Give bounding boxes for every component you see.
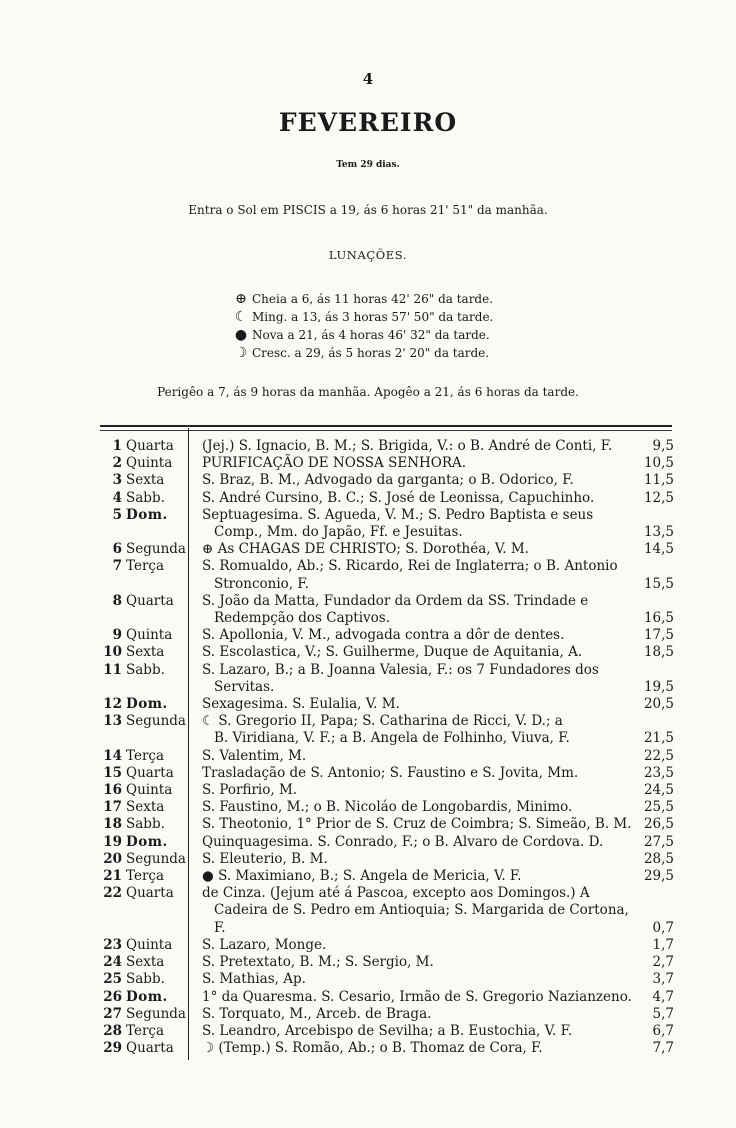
day-number: 3 — [112, 472, 122, 489]
saints-text — [192, 1023, 638, 1040]
saints-line: de Cinza. (Jejum até á Pascoa, excepto aos Domingos.) A — [202, 885, 590, 902]
day-number: 29 — [103, 1040, 122, 1057]
table-row — [100, 989, 680, 1006]
day-number: 2 — [112, 455, 122, 472]
weekday: Quarta — [126, 1040, 174, 1057]
saints-text — [192, 490, 638, 507]
day-number: 12 — [103, 696, 122, 713]
day-number: 19 — [103, 833, 122, 850]
saints-line: S. Theotonio, 1° Prior de S. Cruz de Coimbra; S. Simeão, B. M. — [202, 816, 632, 833]
moon-age: 22,5 — [643, 747, 674, 764]
phase-text: Ming. a 13, ás 3 horas 57' 50" da tarde. — [252, 310, 494, 324]
saints-line: ⊕ As CHAGAS DE CHRISTO; S. Dorothéa, V. M. — [202, 541, 529, 558]
table-row — [100, 593, 680, 627]
moon-age: 1,7 — [652, 936, 674, 953]
saints-text — [192, 816, 638, 833]
table-row — [100, 438, 680, 455]
saints-text — [192, 662, 638, 696]
saints-line: Trasladação de S. Antonio; S. Faustino e S. Jovita, Mm. — [202, 764, 579, 781]
saints-line: S. Torquato, M., Arceb. de Braga. — [202, 1005, 432, 1022]
moon-age: 10,5 — [643, 455, 674, 472]
saints-line: Sexagesima. S. Eulalia, V. M. — [202, 696, 400, 713]
saints-line: S. André Cursino, B. C.; S. José de Leonissa, Capuchinho. — [202, 489, 595, 506]
moon-age: 0,7 — [652, 919, 674, 936]
saints-text — [192, 593, 638, 627]
moon-age: 3,7 — [652, 971, 674, 988]
saints-line: S. Mathias, Ap. — [202, 971, 306, 988]
saints-text — [192, 713, 638, 747]
moon-age: 14,5 — [643, 541, 674, 558]
phase-waning — [230, 308, 590, 326]
phase-full — [230, 290, 590, 308]
saints-text — [192, 696, 638, 713]
weekday: Terça — [126, 1022, 165, 1039]
perigee-apogee: Perigêo a 7, ás 9 horas da manhãa. Apogêo a 21, ás 6 horas da tarde. — [157, 385, 579, 399]
day-number: 5 — [112, 506, 122, 523]
moon-age: 9,5 — [652, 438, 674, 454]
moon-age: 26,5 — [643, 816, 674, 833]
moon-age: 4,7 — [652, 988, 674, 1005]
table-row — [100, 644, 680, 661]
saints-text — [192, 937, 638, 954]
full-moon-icon: ⊕ — [235, 291, 247, 307]
weekday: Sabb. — [126, 489, 165, 506]
moon-age: 18,5 — [643, 644, 674, 661]
moon-age: 12,5 — [643, 489, 674, 506]
saints-text — [192, 765, 638, 782]
saints-continuation: Stronconio, F. — [214, 575, 309, 592]
day-number: 9 — [112, 627, 122, 644]
moon-age: 7,7 — [652, 1040, 674, 1057]
moon-age: 16,5 — [643, 610, 674, 627]
day-number: 16 — [103, 782, 122, 799]
weekday: Dom. — [126, 833, 168, 850]
divider — [100, 425, 672, 427]
table-row — [100, 713, 680, 747]
day-number: 7 — [112, 558, 122, 575]
day-number: 13 — [103, 713, 122, 730]
saints-line: S. Valentim, M. — [202, 747, 307, 764]
table-row — [100, 1023, 680, 1040]
table-row — [100, 765, 680, 782]
table-row — [100, 748, 680, 765]
weekday: Segunda — [126, 1005, 186, 1022]
weekday: Sexta — [126, 799, 165, 816]
day-number: 23 — [103, 936, 122, 953]
weekday: Quarta — [126, 885, 174, 902]
moon-age: 23,5 — [643, 764, 674, 781]
weekday: Sexta — [126, 954, 165, 971]
divider — [100, 430, 672, 431]
moon-age: 6,7 — [652, 1022, 674, 1039]
table-row — [100, 954, 680, 971]
waning-moon-icon: ☾ — [234, 309, 248, 325]
table-row — [100, 662, 680, 696]
saints-text — [192, 851, 638, 868]
saints-line: S. Apollonia, V. M., advogada contra a dôr de dentes. — [202, 627, 565, 644]
saints-text — [192, 455, 638, 472]
saints-text — [192, 748, 638, 765]
saints-continuation: B. Viridiana, V. F.; a B. Angela de Folhinho, Viuva, F. — [214, 730, 570, 747]
saints-text — [192, 541, 638, 558]
day-number: 24 — [103, 954, 122, 971]
table-row — [100, 627, 680, 644]
phase-waxing — [230, 344, 590, 362]
table-row — [100, 799, 680, 816]
saints-line: S. Faustino, M.; o B. Nicoláo de Longobardis, Minimo. — [202, 799, 573, 816]
saints-text — [192, 438, 638, 455]
weekday: Dom. — [126, 988, 168, 1005]
table-row — [100, 937, 680, 954]
sun-entry: Entra o Sol em PISCIS a 19, ás 6 horas 21' 51" da manhãa. — [188, 203, 548, 217]
day-number: 8 — [112, 592, 122, 609]
saints-line: S. Porfirio, M. — [202, 782, 298, 799]
table-row — [100, 472, 680, 489]
moon-age: 24,5 — [643, 782, 674, 799]
saints-continuation: Redempção dos Captivos. — [214, 610, 390, 627]
moon-age: 29,5 — [643, 868, 674, 885]
weekday: Sabb. — [126, 816, 165, 833]
moon-phases — [230, 290, 590, 362]
phase-text: Nova a 21, ás 4 horas 46' 32" da tarde. — [252, 328, 490, 342]
table-row — [100, 834, 680, 851]
table-row — [100, 782, 680, 799]
saints-text — [192, 627, 638, 644]
saints-text — [192, 558, 638, 592]
weekday: Segunda — [126, 713, 186, 730]
page-number: 4 — [362, 70, 374, 88]
day-number: 18 — [103, 816, 122, 833]
weekday: Quinta — [126, 782, 173, 799]
weekday: Quarta — [126, 438, 174, 454]
saints-continuation: Cadeira de S. Pedro em Antioquia; S. Margarida de Cortona, F. — [214, 902, 629, 936]
moon-age: 19,5 — [643, 678, 674, 695]
day-number: 27 — [103, 1005, 122, 1022]
moon-age: 20,5 — [643, 696, 674, 713]
weekday: Terça — [126, 868, 165, 885]
saints-line: (Jej.) S. Ignacio, B. M.; S. Brigida, V.: o B. André de Conti, F. — [202, 438, 613, 454]
day-number: 1 — [112, 438, 122, 454]
saints-continuation: Comp., Mm. do Japão, Ff. e Jesuitas. — [214, 524, 463, 541]
saints-line: S. Eleuterio, B. M. — [202, 850, 328, 867]
day-number: 4 — [112, 489, 122, 506]
moon-age: 25,5 — [643, 799, 674, 816]
phase-text: Cresc. a 29, ás 5 horas 2' 20" da tarde. — [252, 346, 490, 360]
lunations-title: LUNAÇÕES. — [328, 248, 408, 262]
table-row — [100, 455, 680, 472]
saints-text — [192, 971, 638, 988]
weekday: Quarta — [126, 764, 174, 781]
table-row — [100, 868, 680, 885]
table-row — [100, 490, 680, 507]
table-row — [100, 885, 680, 937]
weekday: Sabb. — [126, 971, 165, 988]
saints-text — [192, 472, 638, 489]
saints-line: ☾ S. Gregorio II, Papa; S. Catharina de Ricci, V. D.; a — [202, 713, 563, 730]
moon-age: 11,5 — [643, 472, 674, 489]
weekday: Dom. — [126, 506, 168, 523]
day-number: 25 — [103, 971, 122, 988]
saints-line: 1° da Quaresma. S. Cesario, Irmão de S. Gregorio Nazianzeno. — [202, 988, 632, 1005]
weekday: Dom. — [126, 696, 168, 713]
saints-line: S. João da Matta, Fundador da Ordem da SS. Trindade e — [202, 592, 589, 609]
saints-text — [192, 644, 638, 661]
saints-line: S. Pretextato, B. M.; S. Sergio, M. — [202, 954, 434, 971]
table-row — [100, 558, 680, 592]
day-number: 15 — [103, 764, 122, 781]
moon-age: 21,5 — [643, 730, 674, 747]
saints-text — [192, 954, 638, 971]
table-row — [100, 541, 680, 558]
weekday: Terça — [126, 558, 165, 575]
day-number: 14 — [103, 747, 122, 764]
saints-line: Quinquagesima. S. Conrado, F.; o B. Alvaro de Cordova. D. — [202, 833, 604, 850]
day-number: 10 — [103, 644, 122, 661]
weekday: Sexta — [126, 472, 165, 489]
saints-line: PURIFICAÇÃO DE NOSSA SENHORA. — [202, 455, 467, 472]
saints-line: S. Romualdo, Ab.; S. Ricardo, Rei de Inglaterra; o B. Antonio — [202, 558, 618, 575]
table-row — [100, 816, 680, 833]
day-number: 6 — [112, 541, 122, 558]
moon-age: 27,5 — [643, 833, 674, 850]
day-number: 26 — [103, 988, 122, 1005]
days-note: Tem 29 dias. — [336, 160, 400, 170]
day-number: 21 — [103, 868, 122, 885]
month-title: FEVEREIRO — [278, 108, 458, 137]
saints-text — [192, 799, 638, 816]
table-row — [100, 507, 680, 541]
saints-text — [192, 1040, 638, 1057]
saints-text — [192, 868, 638, 885]
saints-text — [192, 1006, 638, 1023]
saints-line: Septuagesima. S. Agueda, V. M.; S. Pedro Baptista e seus — [202, 506, 594, 523]
table-row — [100, 1040, 680, 1057]
table-row — [100, 971, 680, 988]
weekday: Quinta — [126, 455, 173, 472]
saints-line: S. Lazaro, B.; a B. Joanna Valesia, F.: os 7 Fundadores dos — [202, 661, 599, 678]
weekday: Quinta — [126, 936, 173, 953]
weekday: Segunda — [126, 850, 186, 867]
moon-age: 2,7 — [652, 954, 674, 971]
moon-age: 28,5 — [643, 850, 674, 867]
moon-age: 13,5 — [643, 524, 674, 541]
phase-text: Cheia a 6, ás 11 horas 42' 26" da tarde. — [252, 292, 494, 306]
day-number: 17 — [103, 799, 122, 816]
new-moon-icon: ● — [234, 327, 248, 343]
waxing-moon-icon: ☽ — [234, 345, 248, 361]
table-row — [100, 1006, 680, 1023]
moon-age: 17,5 — [643, 627, 674, 644]
weekday: Sexta — [126, 644, 165, 661]
saints-line: S. Leandro, Arcebispo de Sevilha; a B. Eustochia, V. F. — [202, 1022, 573, 1039]
saints-line: S. Braz, B. M., Advogado da garganta; o B. Odorico, F. — [202, 472, 574, 489]
day-number: 20 — [103, 850, 122, 867]
phase-new — [230, 326, 590, 344]
saints-line: ● S. Maximiano, B.; S. Angela de Mericia, V. F. — [202, 868, 522, 885]
saints-text — [192, 782, 638, 799]
saints-text — [192, 507, 638, 541]
table-row — [100, 696, 680, 713]
weekday: Sabb. — [126, 661, 165, 678]
day-number: 22 — [103, 885, 122, 902]
saints-text — [192, 989, 638, 1006]
saints-line: ☽ (Temp.) S. Romão, Ab.; o B. Thomaz de Cora, F. — [202, 1040, 543, 1057]
day-number: 11 — [103, 661, 122, 678]
saints-line: S. Lazaro, Monge. — [202, 936, 327, 953]
weekday: Segunda — [126, 541, 186, 558]
day-number: 28 — [103, 1022, 122, 1039]
saints-text — [192, 885, 638, 937]
moon-age: 15,5 — [643, 575, 674, 592]
saints-text — [192, 834, 638, 851]
table-row — [100, 851, 680, 868]
weekday: Terça — [126, 747, 165, 764]
moon-age: 5,7 — [652, 1005, 674, 1022]
weekday: Quarta — [126, 592, 174, 609]
weekday: Quinta — [126, 627, 173, 644]
calendar-table — [100, 438, 680, 1057]
saints-continuation: Servitas. — [214, 678, 275, 695]
saints-line: S. Escolastica, V.; S. Guilherme, Duque de Aquitania, A. — [202, 644, 583, 661]
